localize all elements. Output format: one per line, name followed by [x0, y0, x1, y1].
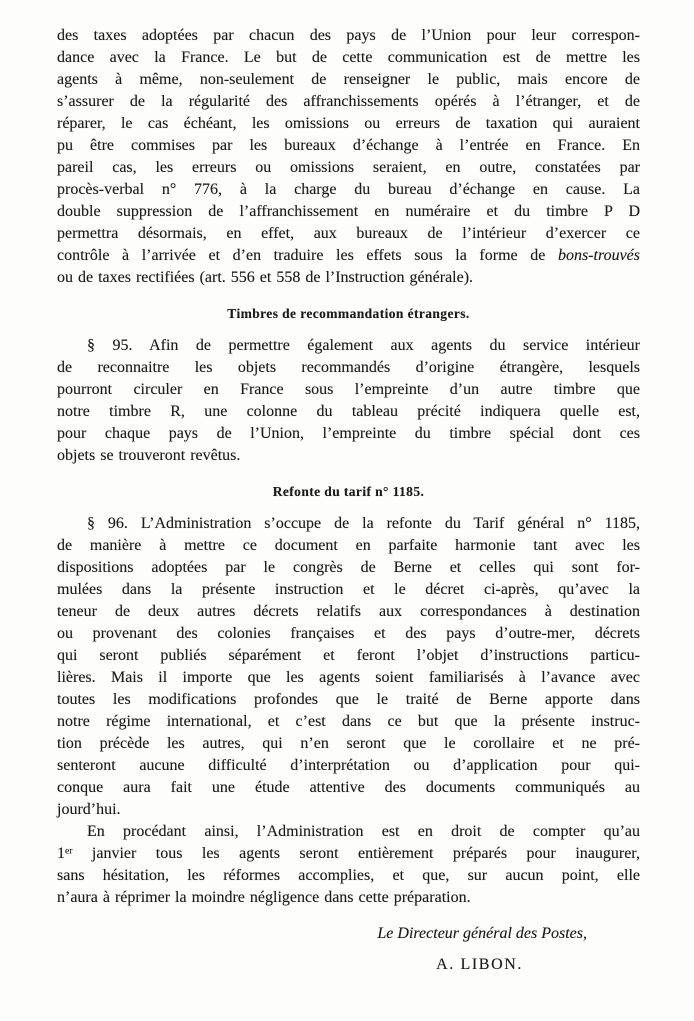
- text-line: contrôle à l’arrivée et d’en traduire les effets sous la forme de bons-trouvés: [57, 247, 640, 264]
- text-line: qui seront publiés séparément et feront l’objet d’instructions particu-: [57, 647, 640, 664]
- text-line: des taxes adoptées par chacun des pays de l’Union pour leur correspon-: [57, 27, 640, 44]
- text-line: pareil cas, les erreurs ou omissions seraient, en outre, constatées par: [57, 159, 640, 176]
- text-line: de manière à mettre ce document en parfaite harmonie tant avec les: [57, 537, 640, 554]
- signature-role: Le Directeur général des Postes,: [377, 925, 587, 942]
- text-line: ou provenant des colonies françaises et des pays d’outre-mer, décrets: [57, 625, 640, 642]
- paragraph-96: [57, 513, 640, 821]
- heading-refonte-tarif: Refonte du tarif n° 1185.: [272, 484, 425, 499]
- text-line: toutes les modifications profondes que le traité de Berne apporte dans: [57, 691, 640, 708]
- text-line: senteront aucune difficulté d’interprétation ou d’application pour qui-: [57, 757, 640, 774]
- text-line: objets se trouveront revêtus.: [57, 447, 241, 464]
- text-line: pu être commises par les bureaux d’échange à l’entrée en France. En: [57, 137, 640, 154]
- text-line: pourront circuler en France sous l’empreinte d’un autre timbre que: [57, 381, 640, 398]
- text-line: § 95. Afin de permettre également aux agents du service intérieur: [87, 337, 640, 354]
- document-body: [57, 25, 640, 976]
- text-line: lières. Mais il importe que les agents soient familiarisés à l’avance avec: [57, 669, 640, 686]
- paragraph-closing: [57, 821, 640, 909]
- text-line: pour chaque pays de l’Union, l’empreinte du timbre spécial dont ces: [57, 425, 640, 442]
- text-line: En procédant ainsi, l’Administration est en droit de compter qu’au: [87, 823, 640, 840]
- paragraph-continuation: [57, 25, 640, 289]
- text-line: teneur de deux autres décrets relatifs aux correspondances à destination: [57, 603, 640, 620]
- text-line: n’aura à réprimer la moindre négligence dans cette préparation.: [57, 889, 471, 906]
- text-line: ou de taxes rectifiées (art. 556 et 558 de l’Instruction générale).: [57, 269, 474, 286]
- text-line: § 96. L’Administration s’occupe de la refonte du Tarif général n° 1185,: [87, 515, 640, 532]
- signature-block: [57, 923, 640, 976]
- text-line: permettra désormais, en effet, aux bureaux de l’intérieur d’exercer ce: [57, 225, 640, 242]
- text-line: tion précède les autres, qui n’en seront que le corollaire et ne pré-: [57, 735, 640, 752]
- text-line: dance avec la France. Le but de cette communication est de mettre les: [57, 49, 640, 66]
- text-line: notre timbre R, une colonne du tableau précité indiquera quelle est,: [57, 403, 640, 420]
- heading-timbres-recommandation: Timbres de recommandation étrangers.: [227, 306, 470, 321]
- text-line: conque aura fait une étude attentive des documents communiqués au: [57, 779, 640, 796]
- text-line: procès-verbal n° 776, à la charge du bureau d’échange en cause. La: [57, 181, 640, 198]
- text-line: notre régime international, et c’est dans ce but que la présente instruc-: [57, 713, 640, 730]
- text-line: double suppression de l’affranchissement en numéraire et du timbre P D: [57, 203, 640, 220]
- text-line: mulées dans la présente instruction et le décret ci-après, qu’avec la: [57, 581, 640, 598]
- text-line: agents à même, non-seulement de renseigner le public, mais encore de: [57, 71, 640, 88]
- text-line: jourd’hui.: [57, 801, 121, 818]
- text-line: de reconnaitre les objets recommandés d’origine étrangère, lesquels: [57, 359, 640, 376]
- signature-name: A. LIBON.: [436, 956, 523, 973]
- text-line: s’assurer de la régularité des affranchissements opérés à l’étranger, et de: [57, 93, 640, 110]
- text-line: sans hésitation, les réformes accomplies, et que, sur aucun point, elle: [57, 867, 640, 884]
- text-line: dispositions adoptées par le congrès de Berne et celles qui sont for-: [57, 559, 640, 576]
- text-line: réparer, le cas échéant, les omissions ou erreurs de taxation qui auraient: [57, 115, 640, 132]
- text-line: 1er janvier tous les agents seront entièrement préparés pour inaugurer,: [57, 845, 640, 862]
- paragraph-95: [57, 335, 640, 467]
